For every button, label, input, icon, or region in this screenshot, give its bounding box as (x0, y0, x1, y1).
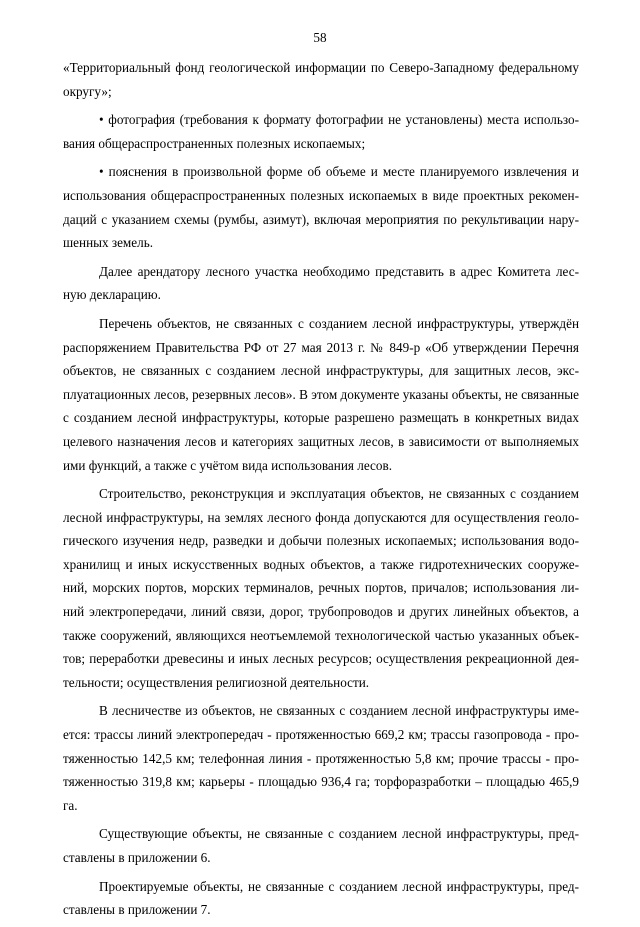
paragraph-continuation: «Территориальный фонд геологической информации по Северо-Западному федеральному округу»; (63, 60, 579, 99)
paragraph-forest-declaration: Далее арендатору лесного участка необходимо представить в адрес Комитета лесную декларацию. (63, 263, 579, 303)
paragraph-construction: Строительство, реконструкция и эксплуатация объектов, не связанных с созданием лесной инфраструктуры, на землях лесного фонда допускаются для осуществления геологического изучения недр, разведки и добычи полезных ископаемых; использования водохранилищ и иных искусственных водных объектов, а также гидротехнических сооружений, морских портов, морских терминалов, речных портов, причалов; использования линий электропередачи, линий связи, дорог, трубопроводов и других линейных объектов, а также сооружений, являющихся неотъемлемой технологической частью указанных объектов; переработки древесины и иных лесных ресурсов; осуществления рекреационной деятельности; осуществления религиозной деятельности. (63, 486, 579, 690)
bullet-explanation-requirement: • пояснения в произвольной форме об объеме и месте планируемого извлечения и использования общераспространенных полезных ископаемых в виде проектных рекомендаций с указанием схемы (румбы, азимут), включая мероприятия по рекультивации нарушенных земель. (63, 164, 579, 251)
bullet-photo-requirement: • фотография (требования к формату фотографии не установлены) места использования общераспространенных полезных ископаемых; (63, 112, 579, 151)
page-number: 58 (313, 30, 327, 45)
paragraph-objects-list: Перечень объектов, не связанных с созданием лесной инфраструктуры, утверждён распоряжением Правительства РФ от 27 мая 2013 г. № 849-р «Об утверждении Перечня объектов, не связанных с созданием лесной инфраструктуры, для защитных лесов, эксплуатационных лесов, резервных лесов». В этом документе указаны объекты, не связанные с созданием лесной инфраструктуры, которые разрешено размещать в конкретных видах целевого назначения лесов и категориях защитных лесов, в зависимости от выполняемых ими функций, а также с учётом вида использования лесов. (63, 315, 579, 473)
document-body (63, 56, 579, 927)
paragraph-appendix-7: Проектируемые объекты, не связанные с созданием лесной инфраструктуры, представлены в приложении 7. (63, 878, 579, 918)
paragraph-appendix-6: Существующие объекты, не связанные с созданием лесной инфраструктуры, представлены в приложении 6. (63, 826, 579, 865)
paragraph-existing-objects-stats: В лесничестве из объектов, не связанных с созданием лесной инфраструктуры имеется: трассы линий электропередач - протяженностью 669,2 км; трассы газопровода - протяженностью 142,5 км; телефонная линия - протяженностью 5,8 км; прочие трассы - протяженностью 319,8 км; карьеры - площадью 936,4 га; торфоразработки – площадью 465,9 га. (63, 703, 579, 813)
